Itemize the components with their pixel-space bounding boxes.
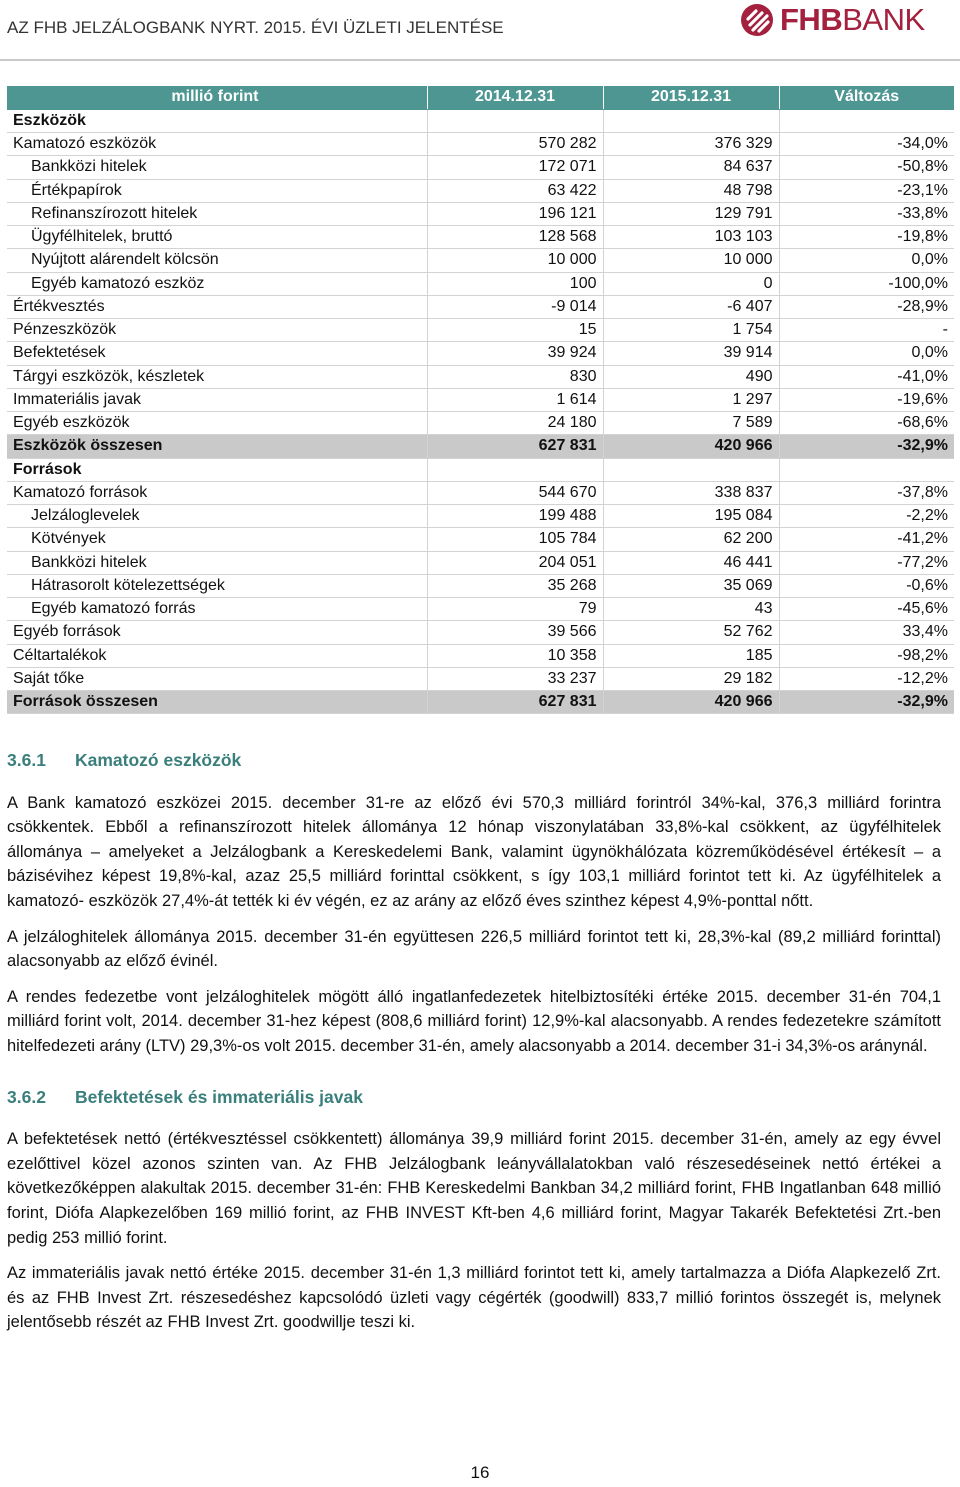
row-label: Eszközök bbox=[7, 109, 427, 132]
value-2014: 199 488 bbox=[427, 505, 603, 528]
row-label: Jelzáloglevelek bbox=[7, 505, 427, 528]
report-body bbox=[7, 748, 941, 1346]
logo-fhb: FHB bbox=[780, 2, 843, 37]
table-row bbox=[7, 598, 954, 621]
value-change: -19,8% bbox=[779, 226, 954, 249]
row-label: Befektetések bbox=[7, 342, 427, 365]
row-label: Saját tőke bbox=[7, 667, 427, 690]
value-2014: -9 014 bbox=[427, 295, 603, 318]
value-2014 bbox=[427, 109, 603, 132]
value-change: 33,4% bbox=[779, 621, 954, 644]
value-2015: 7 589 bbox=[603, 412, 779, 435]
table-row bbox=[7, 249, 954, 272]
value-2015: 376 329 bbox=[603, 133, 779, 156]
row-label: Ügyfélhitelek, bruttó bbox=[7, 226, 427, 249]
value-2014: 570 282 bbox=[427, 133, 603, 156]
value-change: -0,6% bbox=[779, 574, 954, 597]
value-2015: 103 103 bbox=[603, 226, 779, 249]
row-label: Eszközök összesen bbox=[7, 435, 427, 458]
value-2014: 33 237 bbox=[427, 667, 603, 690]
paragraph: Az immateriális javak nettó értéke 2015. december 31-én 1,3 milliárd forintot tett ki, amely tartalmazza a Diófa Alapkezelő Zrt. és az FHB Invest Zrt. részesedéshez kapcsolódó üzleti vagy cégérték (goodwill) 833,7 millió forintos összegét is, melynek jelentősebb részét az FHB Invest Zrt. goodwillje teszi ki. bbox=[7, 1264, 941, 1332]
section-interest-bearing-assets bbox=[7, 748, 941, 1059]
row-label: Kötvények bbox=[7, 528, 427, 551]
table-section-row bbox=[7, 109, 954, 132]
section-number: 3.6.2 bbox=[7, 1086, 46, 1107]
value-change: -34,0% bbox=[779, 133, 954, 156]
page-header bbox=[0, 0, 960, 62]
value-2014: 172 071 bbox=[427, 156, 603, 179]
table-section-row bbox=[7, 458, 954, 481]
table-row bbox=[7, 342, 954, 365]
section-investments-intangibles bbox=[7, 1085, 941, 1335]
column-header-change: Változás bbox=[779, 86, 954, 109]
fhb-stripes-icon bbox=[740, 3, 774, 37]
row-label: Források összesen bbox=[7, 691, 427, 714]
table-row bbox=[7, 226, 954, 249]
value-2015: 43 bbox=[603, 598, 779, 621]
table-row bbox=[7, 133, 954, 156]
value-change bbox=[779, 109, 954, 132]
logo-bank: BANK bbox=[842, 2, 925, 37]
value-2014 bbox=[427, 458, 603, 481]
value-2015: 490 bbox=[603, 365, 779, 388]
value-change: -68,6% bbox=[779, 412, 954, 435]
value-change: -12,2% bbox=[779, 667, 954, 690]
value-2014: 10 000 bbox=[427, 249, 603, 272]
value-2015: 1 297 bbox=[603, 388, 779, 411]
value-2014: 627 831 bbox=[427, 691, 603, 714]
value-change: -32,9% bbox=[779, 435, 954, 458]
value-2014: 79 bbox=[427, 598, 603, 621]
table-total-row bbox=[7, 435, 954, 458]
value-2014: 1 614 bbox=[427, 388, 603, 411]
fhb-bank-logo bbox=[740, 2, 925, 38]
value-2014: 128 568 bbox=[427, 226, 603, 249]
table-row bbox=[7, 621, 954, 644]
value-change: -23,1% bbox=[779, 179, 954, 202]
balance-sheet-table-container bbox=[7, 86, 954, 714]
section-heading bbox=[7, 1085, 941, 1110]
value-change: -41,0% bbox=[779, 365, 954, 388]
paragraph: A Bank kamatozó eszközei 2015. december 31-re az előző évi 570,3 milliárd forintról 34%-kal, 376,3 milliárd forintra csökkentek. Ebből a refinanszírozott hitelek állománya 12 hónap viszonylatában 33,8%-kal csökkent, az ügyfélhitelek állománya – amelyeket a Jelzálogbank a Kereskedelemi Bank, valamint ügynökhálózata közreműködésével értékesít – a bázisévihez képest 19,8%-kal, azaz 25,5 milliárd forinttal csökkent, s így 103,1 milliárd forintot tett ki. Az ügyfélhitelek a kamatozó- eszközök 27,4%-át tették ki év végén, ez az arány az előző éves szinthez képest 4,9%-ponttal nőtt. bbox=[7, 793, 941, 910]
value-2015: 35 069 bbox=[603, 574, 779, 597]
value-2014: 39 566 bbox=[427, 621, 603, 644]
value-2015: 185 bbox=[603, 644, 779, 667]
section-number: 3.6.1 bbox=[7, 750, 46, 770]
value-2015: 39 914 bbox=[603, 342, 779, 365]
value-2014: 10 358 bbox=[427, 644, 603, 667]
value-2015: 420 966 bbox=[603, 435, 779, 458]
value-2015 bbox=[603, 109, 779, 132]
logo-wordmark bbox=[780, 3, 925, 37]
report-title: AZ FHB JELZÁLOGBANK NYRT. 2015. ÉVI ÜZLETI JELENTÉSE bbox=[7, 18, 504, 37]
value-2015: 62 200 bbox=[603, 528, 779, 551]
value-2015 bbox=[603, 458, 779, 481]
table-row bbox=[7, 528, 954, 551]
row-label: Nyújtott alárendelt kölcsön bbox=[7, 249, 427, 272]
value-change: -50,8% bbox=[779, 156, 954, 179]
table-header-row bbox=[7, 86, 954, 109]
value-2015: 129 791 bbox=[603, 202, 779, 225]
row-label: Tárgyi eszközök, készletek bbox=[7, 365, 427, 388]
value-2014: 196 121 bbox=[427, 202, 603, 225]
column-header-unit: millió forint bbox=[7, 86, 427, 109]
value-2014: 105 784 bbox=[427, 528, 603, 551]
value-2015: 84 637 bbox=[603, 156, 779, 179]
section-title: Befektetések és immateriális javak bbox=[75, 1086, 363, 1107]
value-change: -37,8% bbox=[779, 481, 954, 504]
value-2014: 63 422 bbox=[427, 179, 603, 202]
row-label: Céltartalékok bbox=[7, 644, 427, 667]
table-row bbox=[7, 365, 954, 388]
row-label: Források bbox=[7, 458, 427, 481]
column-header-2015: 2015.12.31 bbox=[603, 86, 779, 109]
value-change: 0,0% bbox=[779, 342, 954, 365]
row-label: Értékpapírok bbox=[7, 179, 427, 202]
row-label: Egyéb kamatozó eszköz bbox=[7, 272, 427, 295]
row-label: Hátrasorolt kötelezettségek bbox=[7, 574, 427, 597]
row-label: Pénzeszközök bbox=[7, 319, 427, 342]
table-row bbox=[7, 156, 954, 179]
value-2015: 1 754 bbox=[603, 319, 779, 342]
value-change: 0,0% bbox=[779, 249, 954, 272]
table-body bbox=[7, 109, 954, 714]
row-label: Kamatozó források bbox=[7, 481, 427, 504]
value-change: -41,2% bbox=[779, 528, 954, 551]
table-row bbox=[7, 179, 954, 202]
row-label: Egyéb kamatozó forrás bbox=[7, 598, 427, 621]
value-2014: 204 051 bbox=[427, 551, 603, 574]
value-change: -19,6% bbox=[779, 388, 954, 411]
table-row bbox=[7, 202, 954, 225]
value-2015: 338 837 bbox=[603, 481, 779, 504]
value-change: -33,8% bbox=[779, 202, 954, 225]
table-row bbox=[7, 295, 954, 318]
value-change: -45,6% bbox=[779, 598, 954, 621]
value-change: -2,2% bbox=[779, 505, 954, 528]
balance-sheet-table bbox=[7, 86, 954, 714]
paragraph: A befektetések nettó (értékvesztéssel csökkentett) állománya 39,9 milliárd forint 2015. december 31-én, amely az egy évvel ezelőttivel közel azonos szinten van. Az FHB Jelzálogbank leányvállalatokban való részesedéseinek nettó értékei a következőképpen alakultak 2015. december 31-én: FHB Kereskedelmi Bankban 34,2 milliárd forint, FHB Ingatlanban 648 millió forint, Diófa Alapkezelőben 169 millió forint, az FHB INVEST Kft-ben 4,6 milliárd forint, Magyar Takarék Befektetési Zrt.-ben pedig 253 millió forint. bbox=[7, 1130, 941, 1247]
value-2015: 420 966 bbox=[603, 691, 779, 714]
value-change: -77,2% bbox=[779, 551, 954, 574]
row-label: Kamatozó eszközök bbox=[7, 133, 427, 156]
header-divider bbox=[0, 59, 960, 61]
value-2015: 52 762 bbox=[603, 621, 779, 644]
table-row bbox=[7, 388, 954, 411]
value-2015: 46 441 bbox=[603, 551, 779, 574]
value-2014: 35 268 bbox=[427, 574, 603, 597]
table-row bbox=[7, 272, 954, 295]
value-2014: 24 180 bbox=[427, 412, 603, 435]
row-label: Refinanszírozott hitelek bbox=[7, 202, 427, 225]
table-row bbox=[7, 412, 954, 435]
table-row bbox=[7, 481, 954, 504]
row-label: Bankközi hitelek bbox=[7, 156, 427, 179]
row-label: Bankközi hitelek bbox=[7, 551, 427, 574]
table-row bbox=[7, 319, 954, 342]
value-2015: 0 bbox=[603, 272, 779, 295]
value-change bbox=[779, 458, 954, 481]
table-row bbox=[7, 505, 954, 528]
value-2015: 10 000 bbox=[603, 249, 779, 272]
table-row bbox=[7, 574, 954, 597]
value-2014: 830 bbox=[427, 365, 603, 388]
value-2014: 544 670 bbox=[427, 481, 603, 504]
table-row bbox=[7, 551, 954, 574]
table-total-row bbox=[7, 691, 954, 714]
row-label: Immateriális javak bbox=[7, 388, 427, 411]
value-2014: 39 924 bbox=[427, 342, 603, 365]
value-change: -98,2% bbox=[779, 644, 954, 667]
section-heading bbox=[7, 748, 941, 773]
row-label: Egyéb források bbox=[7, 621, 427, 644]
value-2015: 29 182 bbox=[603, 667, 779, 690]
row-label: Értékvesztés bbox=[7, 295, 427, 318]
table-row bbox=[7, 644, 954, 667]
paragraph: A rendes fedezetbe vont jelzáloghitelek mögött álló ingatlanfedezetek hitelbiztosítéki értéke 2015. december 31-én 704,1 milliárd forint volt, 2014. december 31-hez képest (808,6 milliárd forint) 12,9%-kal alacsonyabb. A rendes fedezetekre számított hitelfedezeti arány (LTV) 29,3%-os volt 2015. december 31-én, amely alacsonyabb a 2014. december 31-i 34,3%-os aránynál. bbox=[7, 987, 941, 1055]
value-2015: 195 084 bbox=[603, 505, 779, 528]
value-2014: 15 bbox=[427, 319, 603, 342]
value-change: -28,9% bbox=[779, 295, 954, 318]
row-label: Egyéb eszközök bbox=[7, 412, 427, 435]
paragraph: A jelzáloghitelek állománya 2015. december 31-én együttesen 226,5 milliárd forintot tett ki, 28,3%-kal (89,2 milliárd forinttal) alacsonyabb az előző évinél. bbox=[7, 927, 941, 971]
value-2015: -6 407 bbox=[603, 295, 779, 318]
value-2014: 627 831 bbox=[427, 435, 603, 458]
section-title: Kamatozó eszközök bbox=[75, 750, 242, 770]
value-2015: 48 798 bbox=[603, 179, 779, 202]
table-row bbox=[7, 667, 954, 690]
column-header-2014: 2014.12.31 bbox=[427, 86, 603, 109]
value-change: - bbox=[779, 319, 954, 342]
value-change: -100,0% bbox=[779, 272, 954, 295]
value-change: -32,9% bbox=[779, 691, 954, 714]
page-number: 16 bbox=[470, 1463, 490, 1482]
value-2014: 100 bbox=[427, 272, 603, 295]
